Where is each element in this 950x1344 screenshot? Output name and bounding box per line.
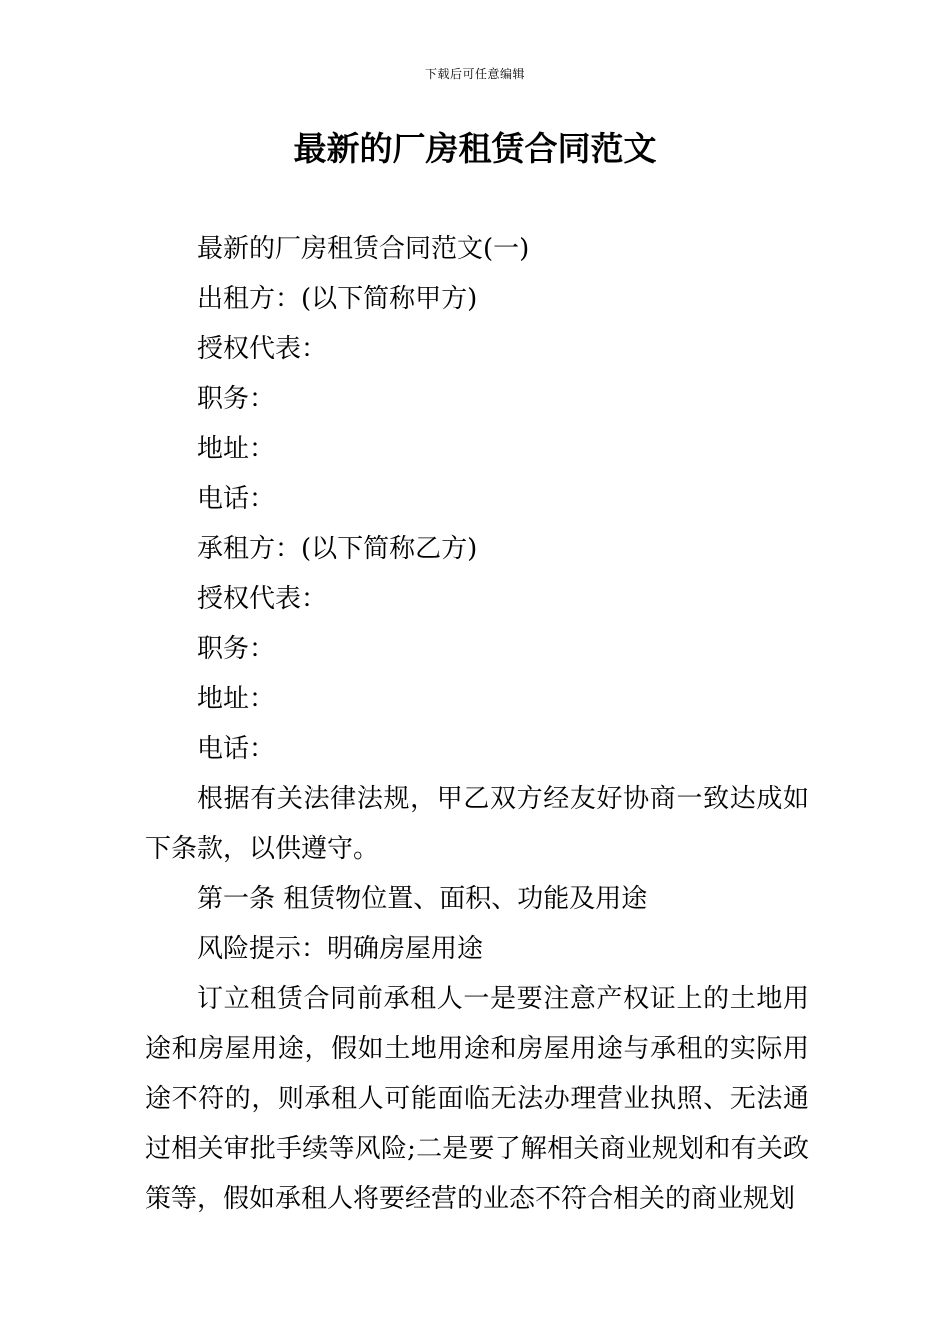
document-title: 最新的厂房租赁合同范文 — [293, 129, 657, 168]
paragraph-lessor: 出租方：(以下简称甲方) — [197, 284, 478, 314]
paragraph-lessor-position: 职务： — [197, 384, 276, 414]
paragraph-risk-tip: 风险提示：明确房屋用途 — [197, 934, 484, 964]
paragraph-lessor-phone: 电话： — [197, 484, 276, 514]
paragraph-lessee-phone: 电话： — [197, 734, 276, 764]
paragraph-lessee-position: 职务： — [197, 634, 276, 664]
paragraph-lessor-representative: 授权代表： — [197, 334, 328, 364]
paragraph-lessee-representative: 授权代表： — [197, 584, 328, 614]
paragraph-risk-explanation: 订立租赁合同前承租人一是要注意产权证上的土地用途和房屋用途，假如土地用途和房屋用途与承租的实际用途不符的，则承租人可能面临无法办理营业执照、无法通过相关审批手续等风险;二是要了解相关商业规划和有关政策等，假如承租人将要经营的业态不符合相关的商业规划 — [145, 984, 809, 1214]
header-note: 下载后可任意编辑 — [424, 67, 525, 81]
paragraph-section-title: 最新的厂房租赁合同范文(一) — [197, 234, 530, 264]
paragraph-article-1-heading: 第一条 租赁物位置、面积、功能及用途 — [197, 884, 648, 914]
document-body — [145, 224, 809, 1224]
paragraph-lessor-address: 地址： — [197, 434, 276, 464]
paragraph-lessee: 承租方：(以下简称乙方) — [197, 534, 478, 564]
paragraph-lessee-address: 地址： — [197, 684, 276, 714]
paragraph-preamble: 根据有关法律法规，甲乙双方经友好协商一致达成如下条款，以供遵守。 — [145, 784, 809, 864]
